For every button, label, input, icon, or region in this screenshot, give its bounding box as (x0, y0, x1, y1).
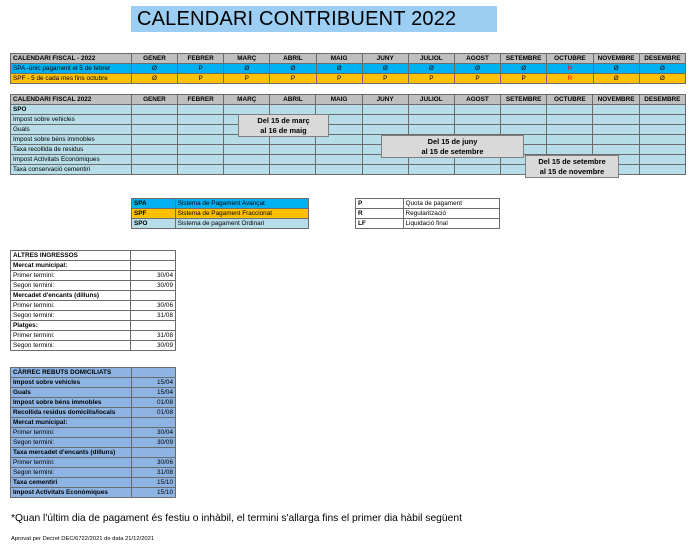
carrec-label: Segon termini: (11, 468, 132, 478)
month-header: JUNY (362, 54, 408, 64)
spo-cell (501, 115, 547, 125)
code-letter: LF (356, 219, 404, 229)
spa-cell: Ø (270, 64, 316, 74)
legend-code: SPA (132, 199, 176, 209)
period-march-may (238, 114, 329, 137)
period-june-september-line1: Del 15 de juny (427, 137, 478, 146)
month-header: SETEMBRE (501, 54, 547, 64)
spo-cell (408, 125, 454, 135)
altres-title-empty (131, 251, 176, 261)
spo-cell (224, 145, 270, 155)
spo-cell (224, 105, 270, 115)
spf-cell: P (362, 74, 408, 84)
approval-note: Aprovat per Decret DEC/6722/2021 de data 21/12/2021 (11, 536, 155, 542)
codes-legend (355, 198, 500, 229)
spf-cell: R (547, 74, 593, 84)
spo-cell (131, 165, 177, 175)
page-title: CALENDARI CONTRIBUENT 2022 (131, 6, 497, 32)
period-june-september-line2: al 15 de setembre (421, 147, 484, 156)
altres-label: Mercat municipal: (11, 261, 131, 271)
spo-tax-label: Guals (11, 125, 132, 135)
spa-row-label: SPA -únic pagament el 5 de febrer (11, 64, 132, 74)
spa-cell: Ø (639, 64, 685, 74)
carrec-row (11, 408, 176, 418)
spo-cell (639, 105, 685, 115)
altres-value (131, 291, 176, 301)
altres-title: ALTRES INGRESSOS (11, 251, 131, 261)
spo-cell (593, 105, 639, 115)
month-header: DESEMBRE (639, 54, 685, 64)
spo-cell (547, 135, 593, 145)
spf-cell: Ø (593, 74, 639, 84)
spo-cell (593, 145, 639, 155)
altres-value: 31/08 (131, 311, 176, 321)
spo-tax-label: Impost sobre vehicles (11, 115, 132, 125)
carrec-value (131, 448, 175, 458)
spo-cell (593, 125, 639, 135)
carrec-label: Primer termini: (11, 458, 132, 468)
period-june-september (381, 135, 524, 158)
carrec-label: Segon termini: (11, 438, 132, 448)
month-header: SETEMBRE (501, 95, 547, 105)
altres-value (131, 321, 176, 331)
spo-cell (362, 125, 408, 135)
month-header: OCTUBRE (547, 95, 593, 105)
month-header: GENER (131, 95, 177, 105)
period-september-november-line1: Del 15 de setembre (538, 157, 606, 166)
carrec-value: 15/10 (131, 478, 175, 488)
spf-row (11, 74, 686, 84)
altres-value: 30/04 (131, 271, 176, 281)
legend-code: SPO (132, 219, 176, 229)
carrec-value: 30/04 (131, 428, 175, 438)
footnote: *Quan l'últim dia de pagament és festiu o inhàbil, el termini s'allarga fins el primer dia hàbil següent (11, 513, 462, 524)
carrec-rebuts-table (10, 367, 176, 498)
month-header: FEBRER (178, 54, 224, 64)
spo-cell (501, 125, 547, 135)
spo-cell (639, 135, 685, 145)
spo-header-label: CALENDARI FISCAL 2022 (11, 95, 132, 105)
spo-cell (408, 165, 454, 175)
month-header: MAIG (316, 95, 362, 105)
carrec-row (11, 418, 176, 428)
altres-label: Segon termini: (11, 281, 131, 291)
spo-cell (547, 145, 593, 155)
spo-cell (454, 105, 500, 115)
carrec-title-empty (131, 368, 175, 378)
spo-cell (362, 115, 408, 125)
spo-cell (639, 125, 685, 135)
spo-tax-row (11, 145, 686, 155)
altres-row (11, 331, 176, 341)
spo-cell (131, 115, 177, 125)
spf-cell: P (408, 74, 454, 84)
spf-cell: P (501, 74, 547, 84)
spo-cell (639, 115, 685, 125)
month-header: AGOST (454, 95, 500, 105)
spo-tax-label: Taxa recollida de residus (11, 145, 132, 155)
code-row (356, 209, 500, 219)
carrec-label: Impost sobre vehicles (11, 378, 132, 388)
altres-row (11, 261, 176, 271)
spa-cell: Ø (593, 64, 639, 74)
spo-cell (178, 145, 224, 155)
spo-cell (178, 125, 224, 135)
altres-ingressos-table (10, 250, 176, 351)
code-row (356, 199, 500, 209)
spo-header-row (11, 95, 686, 105)
month-header: NOVEMBRE (593, 54, 639, 64)
spo-cell (131, 145, 177, 155)
spo-cell (408, 115, 454, 125)
spo-cell (316, 145, 362, 155)
altres-label: Segon termini: (11, 341, 131, 351)
spo-cell (593, 135, 639, 145)
code-letter: R (356, 209, 404, 219)
altres-value: 30/06 (131, 301, 176, 311)
carrec-value: 30/09 (131, 438, 175, 448)
spo-cell (178, 155, 224, 165)
legend-name: Sistema de pagament Ordinari (175, 219, 308, 229)
spo-cell (316, 105, 362, 115)
carrec-row (11, 478, 176, 488)
carrec-value (131, 418, 175, 428)
carrec-row (11, 438, 176, 448)
altres-label: Primer termini: (11, 331, 131, 341)
altres-label: Primer termini: (11, 301, 131, 311)
code-row (356, 219, 500, 229)
altres-label: Primer termini: (11, 271, 131, 281)
spa-cell: Ø (501, 64, 547, 74)
spf-cell: Ø (639, 74, 685, 84)
spo-cell (316, 155, 362, 165)
spo-cell (547, 115, 593, 125)
spa-cell: P (178, 64, 224, 74)
spo-tax-label: Impost Activitats Econòmiques (11, 155, 132, 165)
spo-label: SPO (11, 105, 132, 115)
month-header: MAIG (316, 54, 362, 64)
month-header: JUNY (362, 95, 408, 105)
altres-label: Mercadet d'encants (dilluns) (11, 291, 131, 301)
spo-tax-label: Impost sobre béns immobles (11, 135, 132, 145)
altres-label: Platges: (11, 321, 131, 331)
legend-spa-row (132, 199, 309, 209)
legend-name: Sistema de Pagament Avançat (175, 199, 308, 209)
spa-cell: Ø (454, 64, 500, 74)
month-header: NOVEMBRE (593, 95, 639, 105)
spo-cell (547, 125, 593, 135)
spa-cell: R (547, 64, 593, 74)
carrec-label: Recollida residus domicilis/locals (11, 408, 132, 418)
period-march-may-line1: Del 15 de març (257, 116, 310, 125)
altres-row (11, 341, 176, 351)
spf-cell: P (178, 74, 224, 84)
spa-cell: Ø (408, 64, 454, 74)
altres-row (11, 271, 176, 281)
spo-cell (270, 105, 316, 115)
period-march-may-line2: al 16 de maig (260, 126, 307, 135)
carrec-value: 01/08 (131, 408, 175, 418)
carrec-row (11, 448, 176, 458)
spa-row (11, 64, 686, 74)
spo-cell (454, 125, 500, 135)
month-header: FEBRER (178, 95, 224, 105)
period-september-november (525, 155, 619, 178)
carrec-value: 15/10 (131, 488, 175, 498)
legend-code: SPF (132, 209, 176, 219)
altres-row (11, 311, 176, 321)
spo-cell (639, 145, 685, 155)
month-header: MARÇ (224, 95, 270, 105)
carrec-label: Mercat municipal: (11, 418, 132, 428)
spf-cell: Ø (131, 74, 177, 84)
carrec-row (11, 488, 176, 498)
code-name: Liquidació final (403, 219, 500, 229)
month-header: OCTUBRE (547, 54, 593, 64)
spo-cell (454, 115, 500, 125)
spo-tax-row (11, 115, 686, 125)
spo-cell (178, 115, 224, 125)
fiscal-calendar-table (10, 53, 686, 84)
spo-cell (224, 155, 270, 165)
spo-cell (270, 155, 316, 165)
spo-cell (639, 165, 685, 175)
carrec-title: CÀRREC REBUTS DOMICILIATS (11, 368, 132, 378)
code-letter: P (356, 199, 404, 209)
carrec-row (11, 458, 176, 468)
spo-cell (362, 165, 408, 175)
carrec-label: Primer termini: (11, 428, 132, 438)
month-header: AGOST (454, 54, 500, 64)
altres-label: Segon termini: (11, 311, 131, 321)
carrec-label: Impost sobre béns immobles (11, 398, 132, 408)
carrec-value: 01/08 (131, 398, 175, 408)
code-name: Regularització (403, 209, 500, 219)
carrec-row (11, 388, 176, 398)
month-header: ABRIL (270, 95, 316, 105)
spo-cell (362, 105, 408, 115)
period-september-november-line2: al 15 de novembre (539, 167, 605, 176)
month-header: DESEMBRE (639, 95, 685, 105)
altres-row (11, 291, 176, 301)
month-header: ABRIL (270, 54, 316, 64)
code-name: Quota de pagament (403, 199, 500, 209)
altres-value: 30/09 (131, 341, 176, 351)
spa-cell: Ø (131, 64, 177, 74)
spo-cell (270, 165, 316, 175)
carrec-label: Taxa cementiri (11, 478, 132, 488)
spo-cell (270, 145, 316, 155)
spo-title-row (11, 105, 686, 115)
carrec-value: 15/04 (131, 388, 175, 398)
carrec-value: 30/06 (131, 458, 175, 468)
carrec-title-row (11, 368, 176, 378)
legend-spo-row (132, 219, 309, 229)
spo-cell (454, 165, 500, 175)
carrec-label: Guals (11, 388, 132, 398)
spa-cell: Ø (316, 64, 362, 74)
month-header: GENER (131, 54, 177, 64)
altres-value: 30/09 (131, 281, 176, 291)
carrec-row (11, 378, 176, 388)
legend-name: Sistema de Pagament Fraccionat (175, 209, 308, 219)
spo-cell (408, 105, 454, 115)
carrec-label: Taxa mercadet d'encants (dilluns) (11, 448, 132, 458)
spf-cell: P (224, 74, 270, 84)
altres-title-row (11, 251, 176, 261)
fiscal-header-label: CALENDARI FISCAL - 2022 (11, 54, 132, 64)
spo-tax-row (11, 125, 686, 135)
altres-value: 31/08 (131, 331, 176, 341)
spa-cell: Ø (224, 64, 270, 74)
altres-row (11, 301, 176, 311)
carrec-value: 31/08 (131, 468, 175, 478)
spo-cell (178, 135, 224, 145)
spo-cell (547, 105, 593, 115)
fiscal-header-row (11, 54, 686, 64)
spo-cell (593, 115, 639, 125)
carrec-row (11, 428, 176, 438)
spf-cell: P (316, 74, 362, 84)
spf-cell: P (454, 74, 500, 84)
spo-cell (224, 165, 270, 175)
month-header: MARÇ (224, 54, 270, 64)
spf-cell: P (270, 74, 316, 84)
spo-cell (131, 125, 177, 135)
spo-cell (131, 135, 177, 145)
spo-tax-label: Taxa conservació cementiri (11, 165, 132, 175)
spo-cell (178, 105, 224, 115)
altres-row (11, 321, 176, 331)
spo-cell (316, 165, 362, 175)
spf-row-label: SPF - 5 de cada mes fins octubre (11, 74, 132, 84)
carrec-row (11, 398, 176, 408)
spo-cell (501, 105, 547, 115)
spo-cell (131, 105, 177, 115)
carrec-value: 15/04 (131, 378, 175, 388)
altres-value (131, 261, 176, 271)
month-header: JULIOL (408, 54, 454, 64)
spo-cell (131, 155, 177, 165)
altres-row (11, 281, 176, 291)
legend-spf-row (132, 209, 309, 219)
spo-cell (178, 165, 224, 175)
systems-legend (131, 198, 309, 229)
spo-tax-row (11, 135, 686, 145)
month-header: JULIOL (408, 95, 454, 105)
spo-cell (639, 155, 685, 165)
carrec-label: Impost Activitats Econòmiques (11, 488, 132, 498)
spa-cell: Ø (362, 64, 408, 74)
carrec-row (11, 468, 176, 478)
